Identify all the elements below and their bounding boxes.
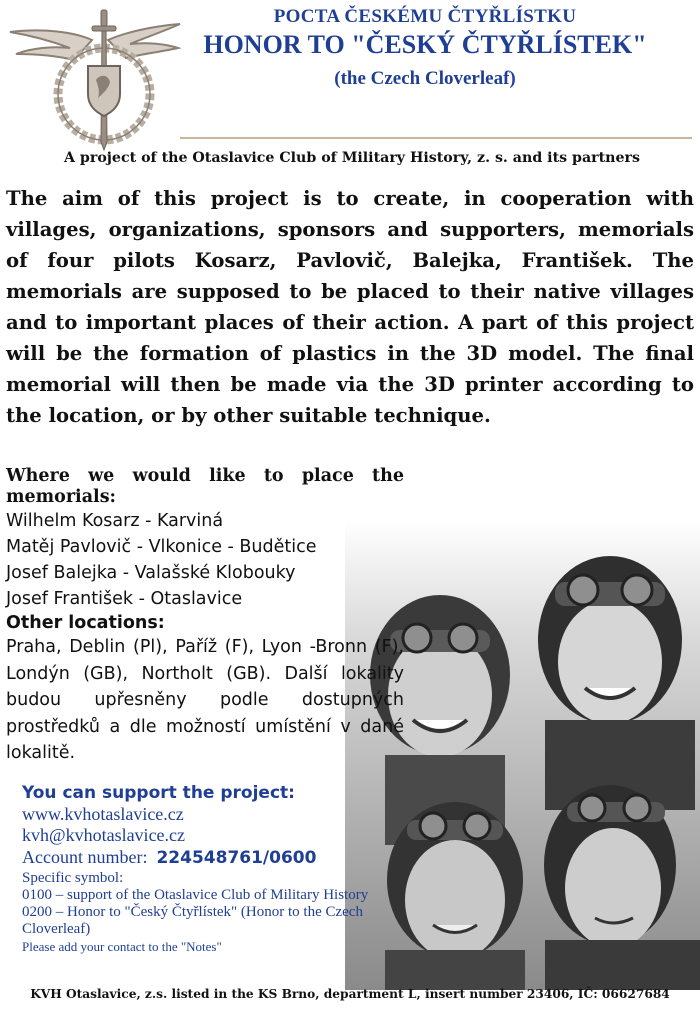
header-subtitle: (the Czech Cloverleaf): [334, 68, 516, 89]
project-subtitle: A project of the Otaslavice Club of Military History, z. s. and its partners: [63, 150, 640, 166]
support-heading: You can support the project:: [22, 783, 295, 803]
footer-registration: KVH Otaslavice, z.s. listed in the KS Brno, department L, insert number 23406, IČ: 06627684: [30, 987, 670, 1001]
memorial-item: Josef Balejka - Valašské Klobouky: [6, 563, 296, 583]
other-locations-text: Praha, Deblin (Pl), Paříž (F), Lyon -Bronn (F), Londýn (GB), Northolt (GB). Další lokality budou upřesněny podle dostupných prostředků a dle možností umístění v dané lokalitě.: [6, 637, 404, 763]
pilot-badge-emblem: [4, 2, 182, 152]
locations-section: [6, 466, 404, 767]
header: [160, 6, 690, 90]
account-label: Account number:: [22, 847, 148, 867]
memorial-item: Matěj Pavlovič - Vlkonice - Budětice: [6, 537, 317, 557]
header-english-title: HONOR TO "ČESKÝ ČTYŘLÍSTEK": [203, 30, 647, 59]
account-number: 224548761/0600: [156, 848, 317, 868]
memorial-item: Josef František - Otaslavice: [6, 589, 243, 609]
header-divider: [180, 137, 692, 139]
specific-symbol-label: Specific symbol:: [22, 870, 124, 886]
memorial-item: Wilhelm Kosarz - Karviná: [6, 511, 224, 531]
email-link[interactable]: kvh@kvhotaslavice.cz: [22, 825, 186, 845]
account-number-line: [22, 846, 422, 870]
symbol-0200: 0200 – Honor to "Český Čtyřlístek" (Honor to the Czech Cloverleaf): [22, 904, 363, 937]
memorials-heading: Where we would like to place the memorials:: [6, 466, 404, 507]
symbol-0100: 0100 – support of the Otaslavice Club of Military History: [22, 887, 369, 903]
header-czech-title: POCTA ČESKÉMU ČTYŘLÍSTKU: [273, 6, 577, 27]
other-locations-heading: Other locations:: [6, 613, 165, 633]
website-link[interactable]: www.kvhotaslavice.cz: [22, 804, 184, 824]
notes-instruction: Please add your contact to the "Notes": [22, 939, 222, 954]
aim-paragraph: The aim of this project is to create, in cooperation with villages, organizations, sponsors and supporters, memorials of four pilots Kosarz, Pavlovič, Balejka, František. The memorials are supposed to be placed to their native villages and to important places of their action. A part of this project will be the formation of plastics in the 3D model. The final memorial will then be made via the 3D printer according to the location, or by other suitable technique.: [6, 187, 694, 427]
support-section: [22, 782, 422, 955]
